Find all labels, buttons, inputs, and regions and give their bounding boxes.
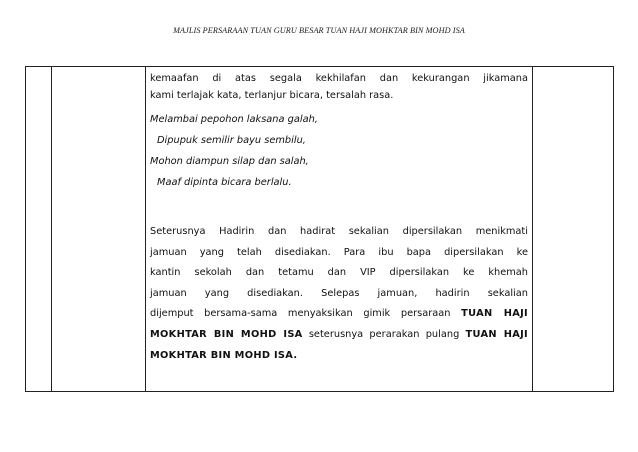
paragraph2: [150, 224, 528, 368]
pantun-line4: Maaf dipinta bicara berlalu.: [157, 177, 292, 188]
pantun-line3: Mohon diampun silap dan salah,: [150, 156, 309, 167]
pantun-line1: Melambai pepohon laksana galah,: [150, 114, 318, 125]
line7-period: .: [293, 349, 298, 361]
script-table: [25, 66, 614, 392]
line6-bold-name: MOKHTAR BIN MOHD ISA: [150, 328, 303, 340]
paragraph2-line5: [150, 306, 528, 327]
table-cell-number: [26, 67, 52, 392]
paragraph1-line2: kami terlajak kata, terlanjur bicara, tersalah rasa.: [150, 90, 394, 101]
pantun-line2: Dipupuk semilir bayu sembilu,: [157, 135, 306, 146]
table-cell-item: [52, 67, 146, 392]
paragraph2-line2: jamuan yang telah disediakan. Para ibu bapa dipersilakan ke: [150, 246, 528, 258]
line7-bold-name: MOKHTAR BIN MOHD ISA: [150, 349, 294, 361]
spacer: [150, 196, 528, 224]
table-cell-script: [146, 67, 533, 392]
paragraph2-line4: jamuan yang disediakan. Selepas jamuan, hadirin sekalian: [150, 287, 528, 299]
table-row: [26, 67, 614, 392]
line5-bold: TUAN HAJI: [461, 308, 528, 320]
paragraph2-line1: Seterusnya Hadirin dan hadirat sekalian dipersilakan menikmati: [150, 226, 528, 237]
page-header: MAJLIS PERSARAAN TUAN GURU BESAR TUAN HAJI MOHKTAR BIN MOHD ISA: [173, 26, 465, 35]
line5-text: dijemput bersama-sama menyaksikan gimik persaraan: [150, 308, 462, 320]
line6-bold: TUAN HAJI: [465, 328, 528, 340]
paragraph1-line1: kemaafan di atas segala kekhilafan dan kekurangan jikamana: [150, 73, 528, 84]
paragraph2-line7: [150, 348, 528, 369]
paragraph2-line6: [150, 327, 528, 348]
script-content: [146, 67, 533, 368]
paragraph2-line3: kantin sekolah dan tetamu dan VIP dipersilakan ke khemah: [150, 267, 528, 279]
line6-text: seterusnya perarakan pulang: [302, 328, 466, 340]
table-cell-notes: [533, 67, 614, 392]
